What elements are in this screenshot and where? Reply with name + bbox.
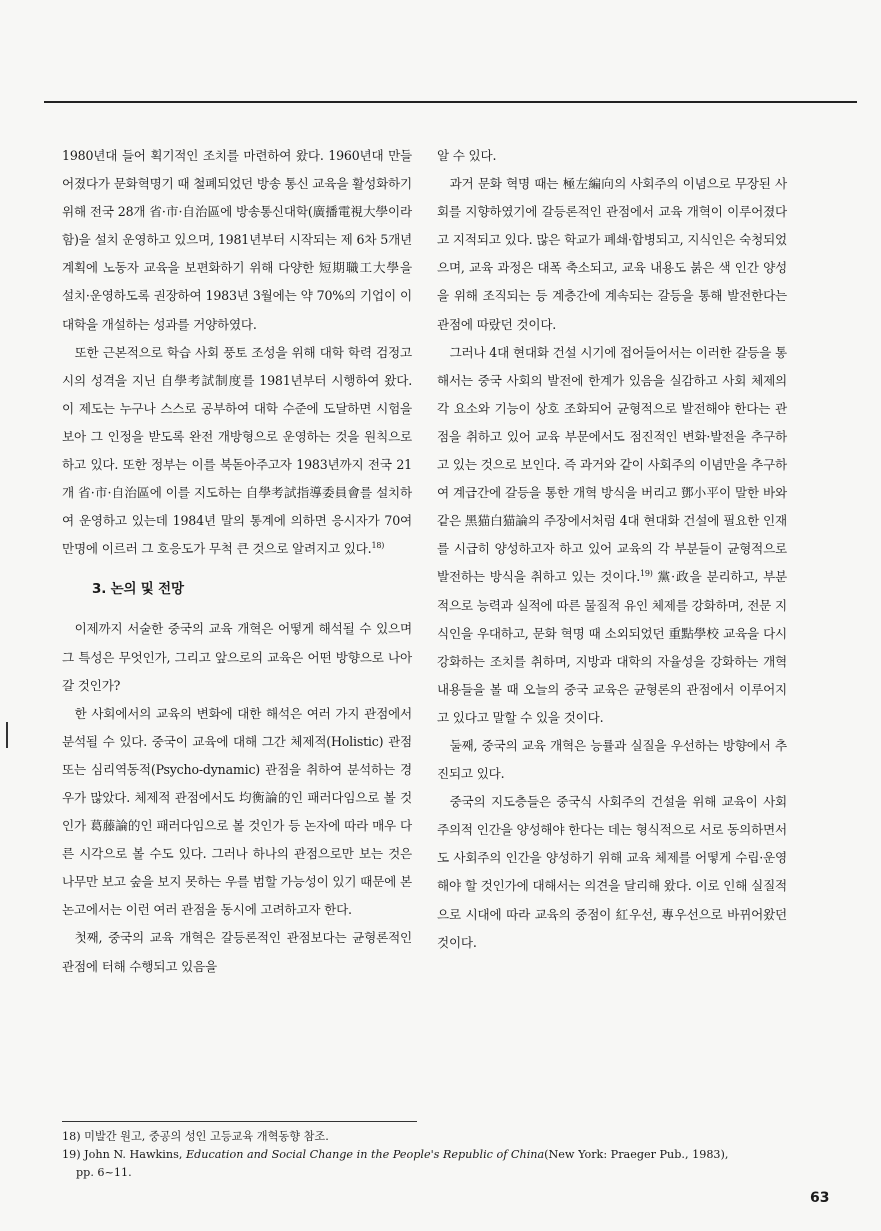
paragraph: 알 수 있다. [437, 148, 497, 163]
footnote-rule [62, 1121, 417, 1122]
paragraph: 이제까지 서술한 중국의 교육 개혁은 어떻게 해석될 수 있으며 그 특성은 무엇인가, 그리고 앞으로의 교육은 어떤 방향으로 나아갈 것인가? [62, 621, 412, 693]
footnote-ref: 18) [371, 541, 385, 551]
paragraph: 1980년대 들어 획기적인 조치를 마련하여 왔다. 1960년대 만들어졌다가 문화혁명기 때 철폐되었던 방송 통신 교육을 활성화하기 위해 전국 28개 省·市·自治區에 방송통신대학(廣播電視大學이라 함)을 설치 운영하고 있으며, 1981년부터 시작되는 제 6차 5개년 계획에 노동자 교육을 보편화하기 위해 다양한 短期職工大學을 설치·운영하도록 권장하여 1983년 3월에는 약 70%의 기업이 이 대학을 개설하는 성과를 거양하였다. [62, 148, 412, 332]
footnotes [62, 1128, 822, 1182]
margin-mark [6, 722, 8, 748]
header-rule [44, 101, 857, 103]
paragraph: 첫째, 중국의 교육 개혁은 갈등론적인 관점보다는 균형론적인 관점에 터해 수행되고 있음을 [62, 930, 412, 974]
paragraph-text: 그러나 4대 현대화 건설 시기에 접어들어서는 이러한 갈등을 통해서는 중국 사회의 발전에 한계가 있음을 실감하고 사회 체제의 각 요소와 기능이 상호 조화되어 균형적으로 발전해야 한다는 관점을 취하고 있어 교육 부문에서도 점진적인 변화·발전을 추구하고 있는 것으로 보인다. 즉 과거와 같이 사회주의 이념만을 추구하여 계급간에 갈등을 통한 개혁 방식을 버리고 鄧小平이 말한 바와 같은 黑猫白猫論의 주장에서처럼 4대 현대화 건설에 필요한 인재를 시급히 양성하고자 하고 있어 교육의 각 부분들이 균형적으로 발전하는 방식을 취하고 있는 것이다. [437, 344, 787, 585]
footnote-ref: 19) [640, 569, 653, 579]
paragraph [62, 339, 412, 564]
footnote-19-publisher: (New York: Praeger Pub., 1983), [544, 1148, 729, 1161]
section-heading: 3. 논의 및 전망 [92, 581, 184, 598]
footnote-19 [62, 1146, 822, 1164]
footnote-19-title: Education and Social Change in the People's Republic of China [185, 1148, 545, 1161]
paragraph [437, 339, 787, 732]
paragraph: 과거 문화 혁명 때는 極左編向의 사회주의 이념으로 무장된 사회를 지향하였기에 갈등론적인 관점에서 교육 개혁이 이루어졌다고 지적되고 있다. 많은 학교가 폐쇄·합병되고, 지식인은 숙청되었으며, 교육 과정은 대폭 축소되고, 교육 내용도 붉은 색 인간 양성을 위해 조직되는 등 계층간에 계속되는 갈등을 통해 발전한다는 관점에 따랐던 것이다. [437, 176, 787, 332]
paragraph: 중국의 지도층들은 중국식 사회주의 건설을 위해 교육이 사회주의적 인간을 양성해야 한다는 데는 형식적으로 서로 동의하면서도 사회주의 인간을 양성하기 위해 교육 체제를 어떻게 수립·운영해야 할 것인가에 대해서는 의견을 달리해 왔다. 이로 인해 실질적으로 시대에 따라 교육의 중점이 紅우선, 專우선으로 바뀌어왔던 것이다. [437, 794, 787, 950]
right-column [437, 142, 787, 957]
footnote-18: 18) 미발간 원고, 중공의 성인 고등교육 개혁동향 참조. [62, 1130, 329, 1143]
paragraph: 둘째, 중국의 교육 개혁은 능률과 실질을 우선하는 방향에서 추진되고 있다. [437, 737, 787, 782]
footnote-19-author: 19) John N. Hawkins, [62, 1148, 186, 1161]
footnote-19-pages: pp. 6~11. [76, 1166, 132, 1179]
paragraph: 한 사회에서의 교육의 변화에 대한 해석은 여러 가지 관점에서 분석될 수 있다. 중국이 교육에 대해 그간 체제적(Holistic) 관점 또는 심리역동적(Psycho-dynamic) 관점을 취하여 분석하는 경우가 많았다. 체제적 관점에서도 均衡論的인 패러다임으로 볼 것인가 葛藤論的인 패러다임으로 볼 것인가 등 논자에 따라 매우 다른 시각으로 볼 수도 있다. 그러나 하나의 관점으로만 보는 것은 나무만 보고 숲을 보지 못하는 우를 범할 가능성이 있기 때문에 본 논고에서는 이런 여러 관점을 동시에 고려하고자 한다. [62, 705, 412, 918]
left-column [62, 142, 412, 981]
paragraph-text: 또한 근본적으로 학습 사회 풍토 조성을 위해 대학 학력 검정고시의 성격을 지닌 自學考試制度를 1981년부터 시행하여 왔다. 이 제도는 누구나 스스로 공부하여 대학 수준에 도달하면 시험을 보아 그 인정을 받도록 완전 개방형으로 운영하는 것을 원칙으로 하고 있다. 또한 정부는 이를 북돋아주고자 1983년까지 전국 21개 省·市·自治區에 이를 지도하는 自學考試指導委員會를 설치하여 운영하고 있는데 1984년 말의 통계에 의하면 응시자가 70여 만명에 이르러 그 호응도가 무척 큰 것으로 알려지고 있다. [62, 344, 412, 557]
page-number: 63 [810, 1190, 830, 1206]
paragraph-text: 黨·政을 분리하고, 부분적으로 능력과 실적에 따른 물질적 유인 체제를 강화하며, 전문 지식인을 우대하고, 문화 혁명 때 소외되었던 重點學校 교육을 다시 강화하는 조치를 취하며, 지방과 대학의 자율성을 강화하는 개혁 내용들을 볼 때 오늘의 중국 교육은 균형론의 관점에서 이루어지고 있다고 말할 수 있을 것이다. [437, 569, 788, 725]
